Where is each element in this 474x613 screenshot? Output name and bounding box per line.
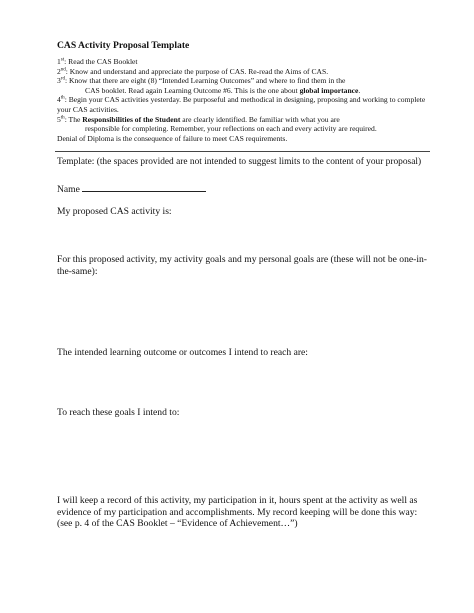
record-reference: (see p. 4 of the CAS Booklet – “Evidence of Achievement…”) — [57, 518, 298, 529]
goals-prompt: For this proposed activity, my activity goals and my personal goals are (these will not be one-in-the-same): — [57, 254, 427, 277]
outcome-prompt: The intended learning outcome or outcomes I intend to reach are: — [57, 347, 308, 358]
name-blank-line[interactable] — [82, 182, 206, 192]
reach-prompt: To reach these goals I intend to: — [57, 407, 180, 418]
activity-prompt: My proposed CAS activity is: — [57, 206, 172, 217]
name-field — [57, 182, 427, 196]
step-1: 1st: Read the CAS Booklet — [57, 57, 138, 66]
step-5: 5th: The Responsibilities of the Student are clearly identified. Be familiar with what you are responsible for completing. Remember, your reflections on each and every activity are required. — [57, 115, 427, 134]
step-3: 3rd: Know that there are eight (8) “Intended Learning Outcomes” and where to find them in the CAS booklet. Read again Learning Outcome #6. This is the one about global importance. — [57, 76, 427, 95]
step-5-continuation: responsible for completing. Remember, your reflections on each and every activity are required. — [85, 124, 377, 134]
template-note: Template: (the spaces provided are not intended to suggest limits to the content of your proposal) — [57, 157, 422, 167]
step-3-continuation: CAS booklet. Read again Learning Outcome #6. This is the one about global importance. — [85, 85, 361, 95]
record-prompt: I will keep a record of this activity, my participation in it, hours spent at the activity as well as evidence of my participation and accomplishments. My record keeping will be done this way: (see p. 4 of the CAS Booklet – “Evidence of Achievement…”) — [57, 495, 418, 529]
document-title: CAS Activity Proposal Template — [57, 40, 190, 51]
instruction-list — [57, 57, 427, 143]
section-divider — [55, 151, 430, 152]
step-2: 2nd: Know and understand and appreciate the purpose of CAS. Re-read the Aims of CAS. — [57, 66, 329, 76]
name-label: Name — [57, 184, 80, 195]
denial-notice: Denial of Diploma is the consequence of failure to meet CAS requirements. — [57, 133, 288, 143]
step-4: 4th: Begin your CAS activities yesterday. Be purposeful and methodical in designing, proposing and working to complete your CAS activities. — [57, 95, 426, 114]
